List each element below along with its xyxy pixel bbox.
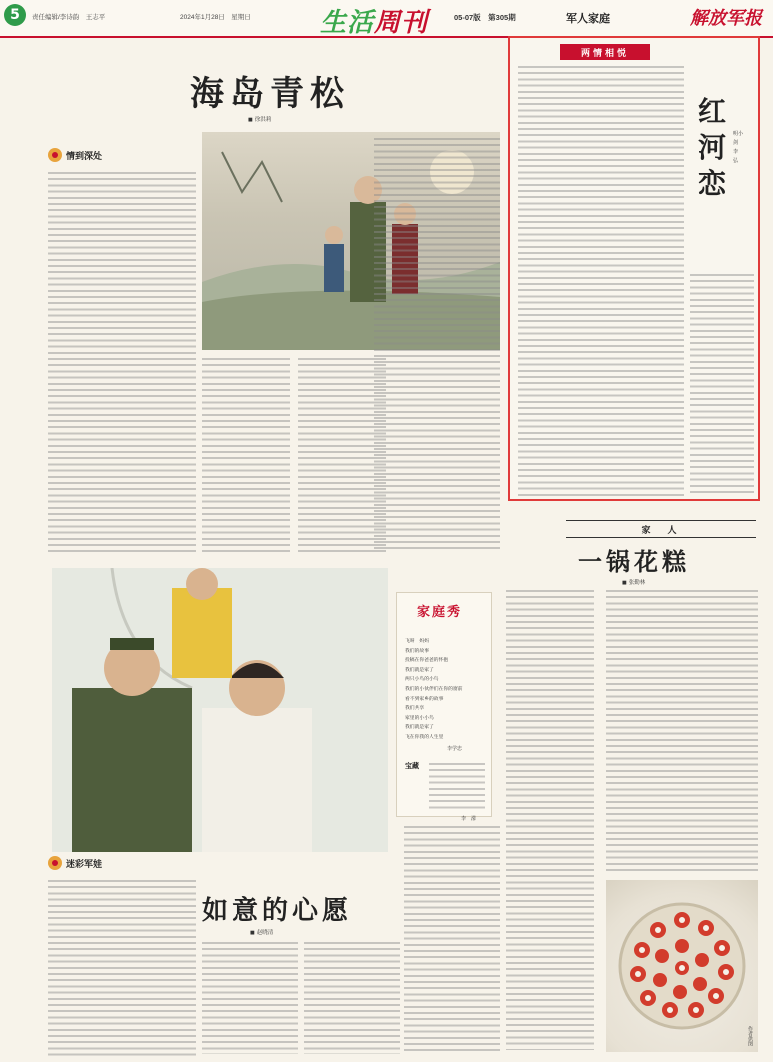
body-text-ruyi-2 bbox=[304, 942, 400, 1054]
poem-line: 投稿在你爸爸的怀抱 bbox=[405, 658, 449, 664]
poem-line: 我们的故事 bbox=[405, 648, 429, 654]
headline-yiguohuagao: 一锅花糕 bbox=[578, 547, 690, 576]
section-title bbox=[320, 2, 428, 39]
poem-label: 家庭秀 bbox=[417, 605, 463, 620]
body-text-col4 bbox=[374, 138, 500, 552]
label-liangqingxiangyue: 两情相悦 bbox=[560, 44, 650, 60]
editors: 责任编辑/李诗韵 王志平 bbox=[32, 14, 106, 21]
body-text-ruyi-1 bbox=[202, 942, 298, 1054]
poem-line: 我们就是家了 bbox=[405, 667, 434, 673]
body-text-col1 bbox=[48, 172, 196, 552]
byline-honghelian: 明小剑 李 弘 bbox=[733, 131, 744, 164]
poem-bottom-author: 李 濛 bbox=[461, 816, 477, 822]
body-text-col2 bbox=[202, 358, 290, 556]
body-text-micai bbox=[48, 880, 196, 1056]
poem-lines bbox=[405, 637, 463, 743]
poem-bottom-text bbox=[429, 763, 485, 809]
flower-icon bbox=[48, 856, 62, 870]
subhead-micaijunwa: 迷彩军娃 bbox=[48, 856, 102, 870]
flower-icon bbox=[48, 148, 62, 162]
photo-art bbox=[52, 568, 388, 852]
paper-logo: 解放军报 bbox=[690, 8, 762, 29]
issue-number: 05-07版 第305期 bbox=[454, 13, 516, 22]
issue-date: 2024年1月28日 星期日 bbox=[180, 14, 251, 21]
headline-haidao: 海岛青松 bbox=[190, 74, 350, 114]
poem-line: 我们的小伙伴们在你的窗前 bbox=[405, 686, 463, 692]
poem-box bbox=[396, 592, 492, 822]
poem-line: 两只小鸟的小鸟 bbox=[405, 677, 439, 683]
headline-ruyi: 如意的心愿 bbox=[202, 896, 353, 926]
poem-line: 我们共享 bbox=[405, 706, 425, 712]
label-jiaren: 家 人 bbox=[566, 520, 756, 538]
byline-yiguohuagao: ■ 张勤林 bbox=[622, 578, 645, 586]
poem-line: 看不到家乡的故事 bbox=[405, 696, 444, 702]
photo-soldier-family bbox=[52, 568, 388, 852]
body-text-huagao-2 bbox=[606, 590, 758, 874]
photo-flower-cakes bbox=[606, 880, 758, 1052]
body-text-col3 bbox=[298, 358, 386, 556]
photo-caption: 作者供图 bbox=[747, 1026, 753, 1046]
byline-haidao: ■ 徐洪莉 bbox=[248, 115, 271, 123]
body-text-honghelian bbox=[518, 66, 684, 498]
poem-bottom bbox=[405, 761, 485, 822]
body-text-honghelian-2 bbox=[690, 274, 754, 496]
poem-line: 家里的小小鸟 bbox=[405, 715, 434, 721]
poem-author: 李学忠 bbox=[447, 746, 463, 752]
headline-honghelian: 红河恋 bbox=[698, 95, 727, 200]
body-text-ruyi-3 bbox=[404, 826, 500, 1054]
byline-ruyi: ■ 赵晓清 bbox=[250, 928, 273, 936]
poem-line: 我们就是家了 bbox=[405, 725, 434, 731]
body-text-col4b bbox=[450, 352, 502, 372]
subhead-qingdaoshenchu: 情到深处 bbox=[48, 148, 102, 162]
feature-box-honghelian bbox=[508, 36, 760, 501]
flower-cakes-art bbox=[606, 880, 758, 1052]
poem-bottom-title: 宝藏 bbox=[405, 762, 419, 770]
poem-line: 飞呀 妈妈 bbox=[405, 639, 429, 644]
body-text-huagao-1 bbox=[506, 590, 594, 1050]
section-life: 生活 bbox=[320, 8, 375, 38]
poem-line: 飞在你我的人生里 bbox=[405, 734, 444, 740]
page-number-badge: 5 bbox=[4, 4, 26, 26]
section-weekly: 周刊 bbox=[374, 8, 429, 38]
column-name: 军人家庭 bbox=[566, 12, 610, 25]
page-header bbox=[0, 0, 773, 38]
